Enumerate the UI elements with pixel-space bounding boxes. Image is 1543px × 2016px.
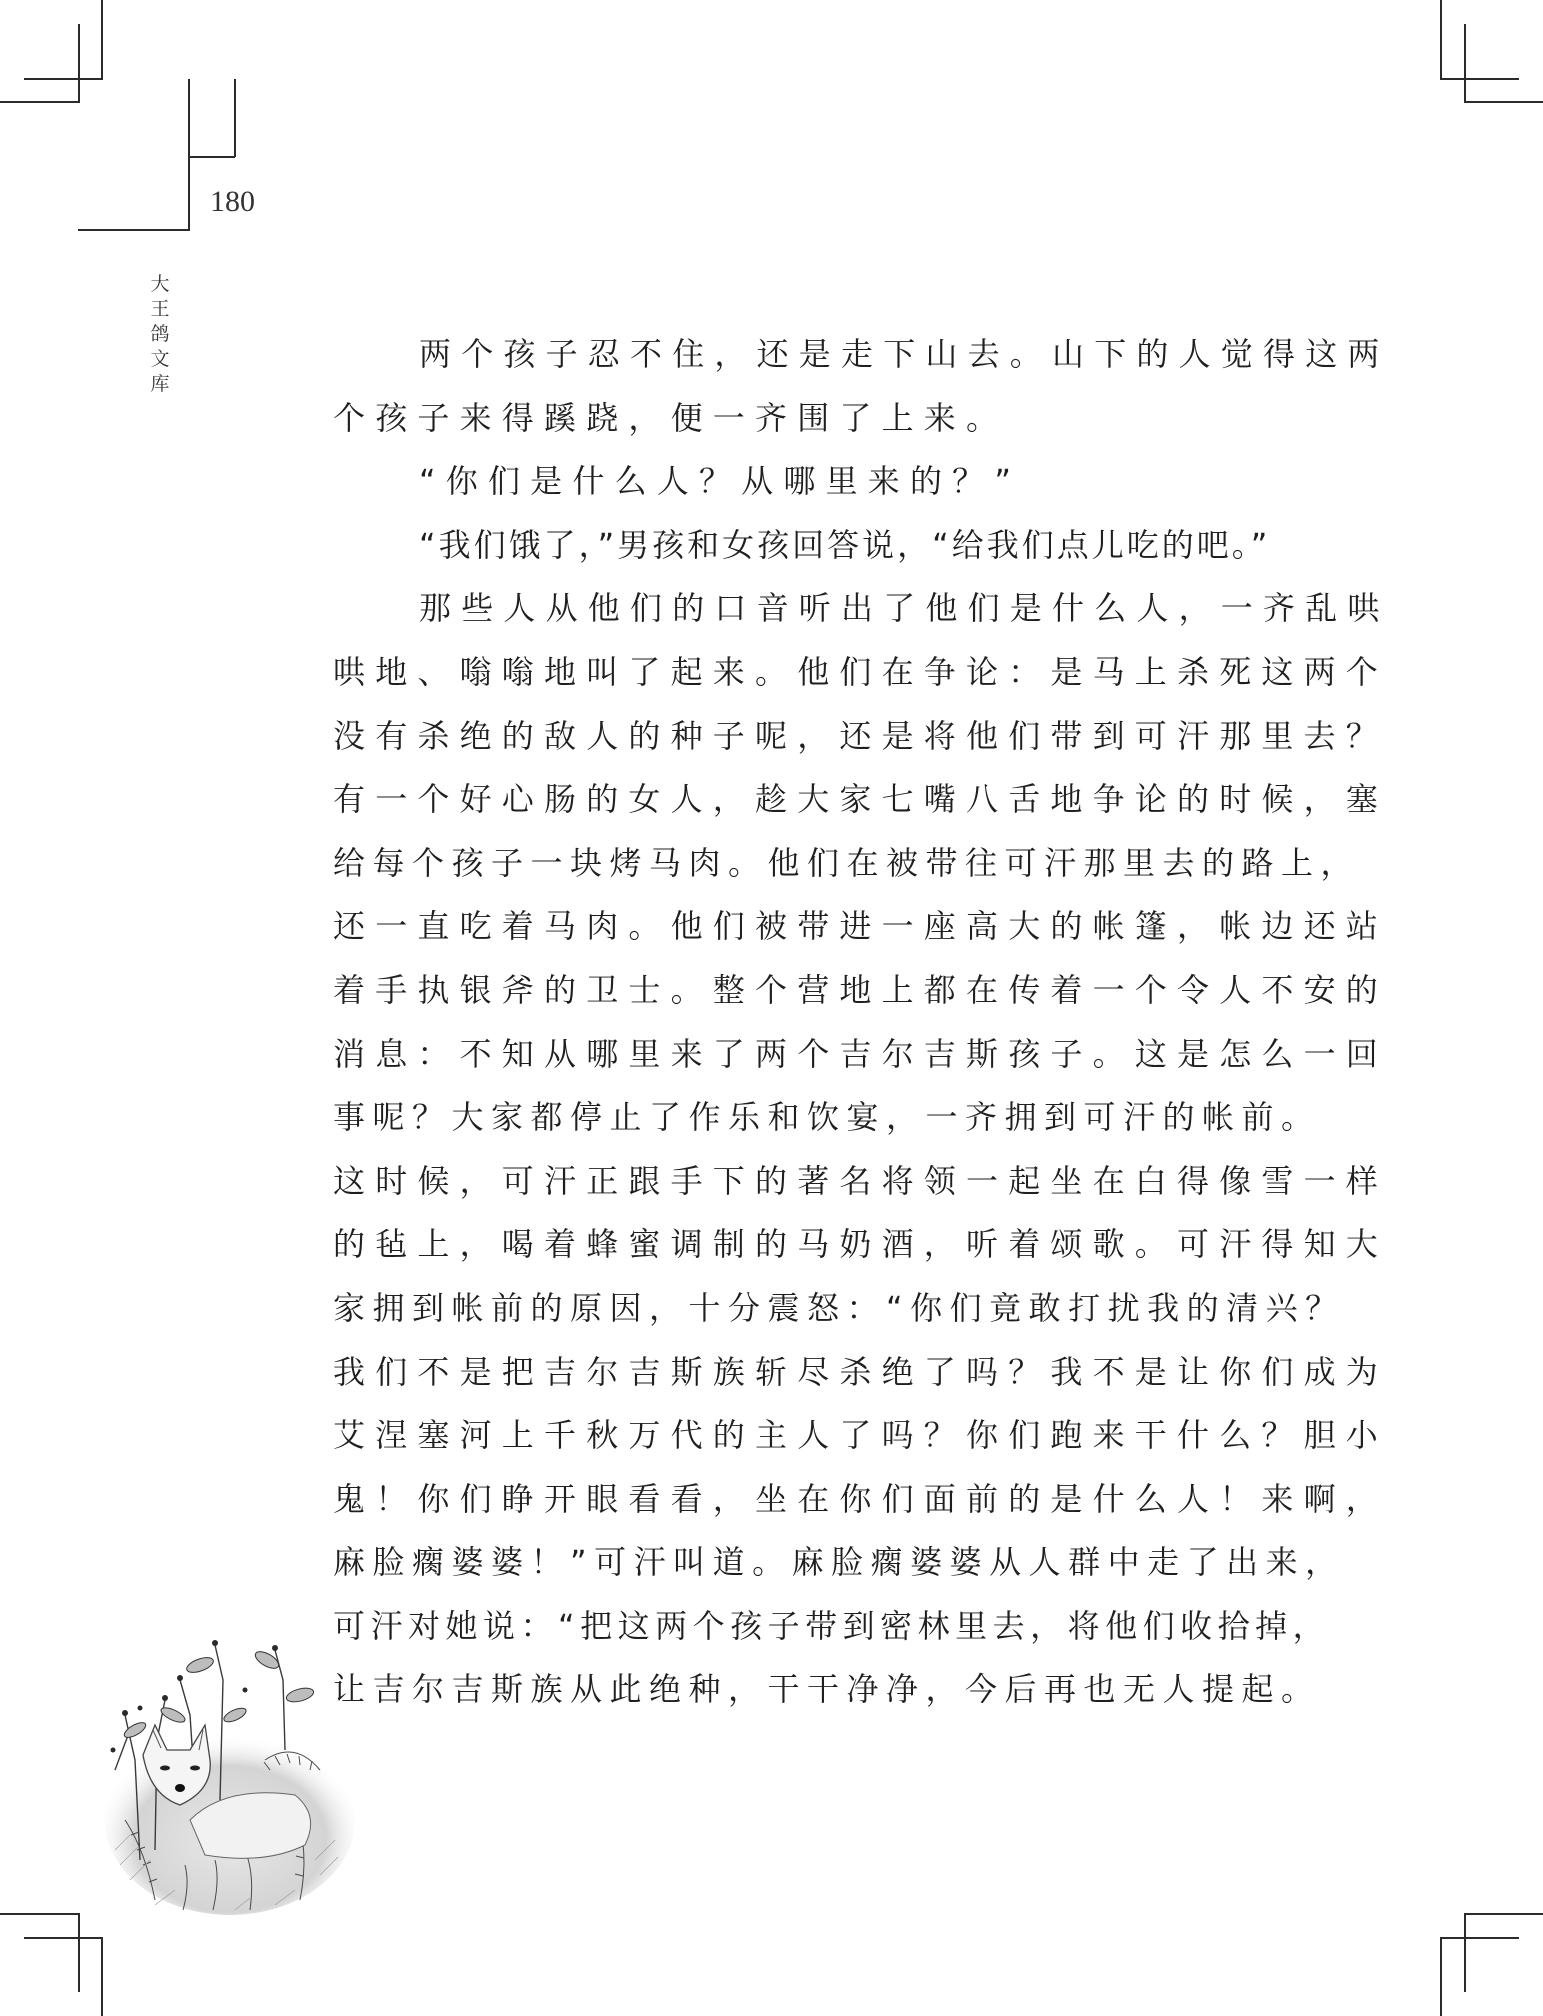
crop-mark bbox=[188, 156, 235, 158]
text-line: 可汗对她说：“把这两个孩子带到密林里去，将他们收拾掉， bbox=[333, 1606, 1331, 1645]
text-line: 事呢？大家都停止了作乐和饮宴，一齐拥到可汗的帐前。 bbox=[333, 1098, 1321, 1137]
crop-mark bbox=[0, 1913, 80, 1915]
crop-mark bbox=[78, 1913, 80, 1992]
text-line: 消息：不知从哪里来了两个吉尔吉斯孩子。这是怎么一回 bbox=[333, 1034, 1389, 1073]
page-number: 180 bbox=[210, 185, 255, 218]
text-line: 没有杀绝的敌人的种子呢，还是将他们带到可汗那里去？ bbox=[333, 716, 1389, 755]
text-line: 个孩子来得蹊跷，便一齐围了上来。 bbox=[333, 398, 1009, 437]
text-line: 麻脸瘸婆婆！”可汗叫道。麻脸瘸婆婆从人群中走了出来， bbox=[333, 1543, 1345, 1582]
series-title-char: 大 bbox=[150, 273, 170, 295]
text-line: 的毡上，喝着蜂蜜调制的马奶酒，听着颂歌。可汗得知大 bbox=[333, 1225, 1389, 1264]
crop-mark bbox=[1464, 24, 1466, 103]
text-line: 两个孩子忍不住，还是走下山去。山下的人觉得这两 bbox=[419, 335, 1390, 373]
crop-mark bbox=[234, 79, 236, 157]
crop-mark bbox=[1464, 1913, 1466, 1992]
text-line: “我们饿了，”男孩和女孩回答说，“给我们点儿吃的吧。” bbox=[419, 525, 1271, 564]
text-line: 让吉尔吉斯族从此绝种，干干净净，今后再也无人提起。 bbox=[333, 1670, 1321, 1709]
text-line: 这时候，可汗正跟手下的著名将领一起坐在白得像雪一样 bbox=[333, 1161, 1389, 1200]
crop-mark bbox=[78, 24, 80, 103]
text-line: 有一个好心肠的女人，趁大家七嘴八舌地争论的时候，塞 bbox=[333, 780, 1389, 819]
text-block bbox=[333, 323, 1390, 1722]
crop-mark bbox=[24, 78, 103, 80]
text-line: 着手执银斧的卫士。整个营地上都在传着一个令人不安的 bbox=[333, 970, 1389, 1009]
text-line: 家拥到帐前的原因，十分震怒：“你们竟敢打扰我的清兴？ bbox=[333, 1288, 1345, 1327]
crop-mark bbox=[1440, 0, 1442, 79]
crop-mark bbox=[78, 229, 190, 231]
fox-illustration bbox=[95, 1620, 365, 1920]
text-line: 哄地、嗡嗡地叫了起来。他们在争论：是马上杀死这两个 bbox=[333, 652, 1389, 691]
text-line: 还一直吃着马肉。他们被带进一座高大的帐篷，帐边还站 bbox=[333, 907, 1389, 946]
text-line: 鬼！你们睁开眼看看，坐在你们面前的是什么人！来啊， bbox=[333, 1479, 1389, 1518]
text-line: 我们不是把吉尔吉斯族斩尽杀绝了吗？我不是让你们成为 bbox=[333, 1352, 1389, 1391]
text-line: “你们是什么人？从哪里来的？” bbox=[419, 462, 1022, 501]
text-line: 艾涅塞河上千秋万代的主人了吗？你们跑来干什么？胆小 bbox=[333, 1416, 1389, 1455]
series-title-char: 鸽 bbox=[150, 323, 170, 345]
body-text bbox=[333, 323, 1390, 1722]
crop-mark bbox=[1464, 1913, 1543, 1915]
crop-mark bbox=[101, 1937, 103, 2016]
crop-mark bbox=[24, 1937, 103, 1939]
series-title-char: 库 bbox=[150, 373, 170, 395]
text-line: 给每个孩子一块烤马肉。他们在被带往可汗那里去的路上， bbox=[333, 843, 1361, 882]
crop-mark bbox=[0, 101, 80, 103]
text-line: 那些人从他们的口音听出了他们是什么人，一齐乱哄 bbox=[419, 589, 1390, 628]
crop-mark bbox=[1440, 1937, 1442, 2016]
series-title bbox=[148, 272, 172, 397]
series-title-char: 王 bbox=[150, 298, 170, 320]
series-title-char: 文 bbox=[150, 348, 170, 370]
crop-mark bbox=[1440, 1937, 1519, 1939]
crop-mark bbox=[188, 79, 190, 230]
crop-mark bbox=[1440, 78, 1519, 80]
crop-mark bbox=[1464, 101, 1543, 103]
crop-mark bbox=[101, 0, 103, 79]
